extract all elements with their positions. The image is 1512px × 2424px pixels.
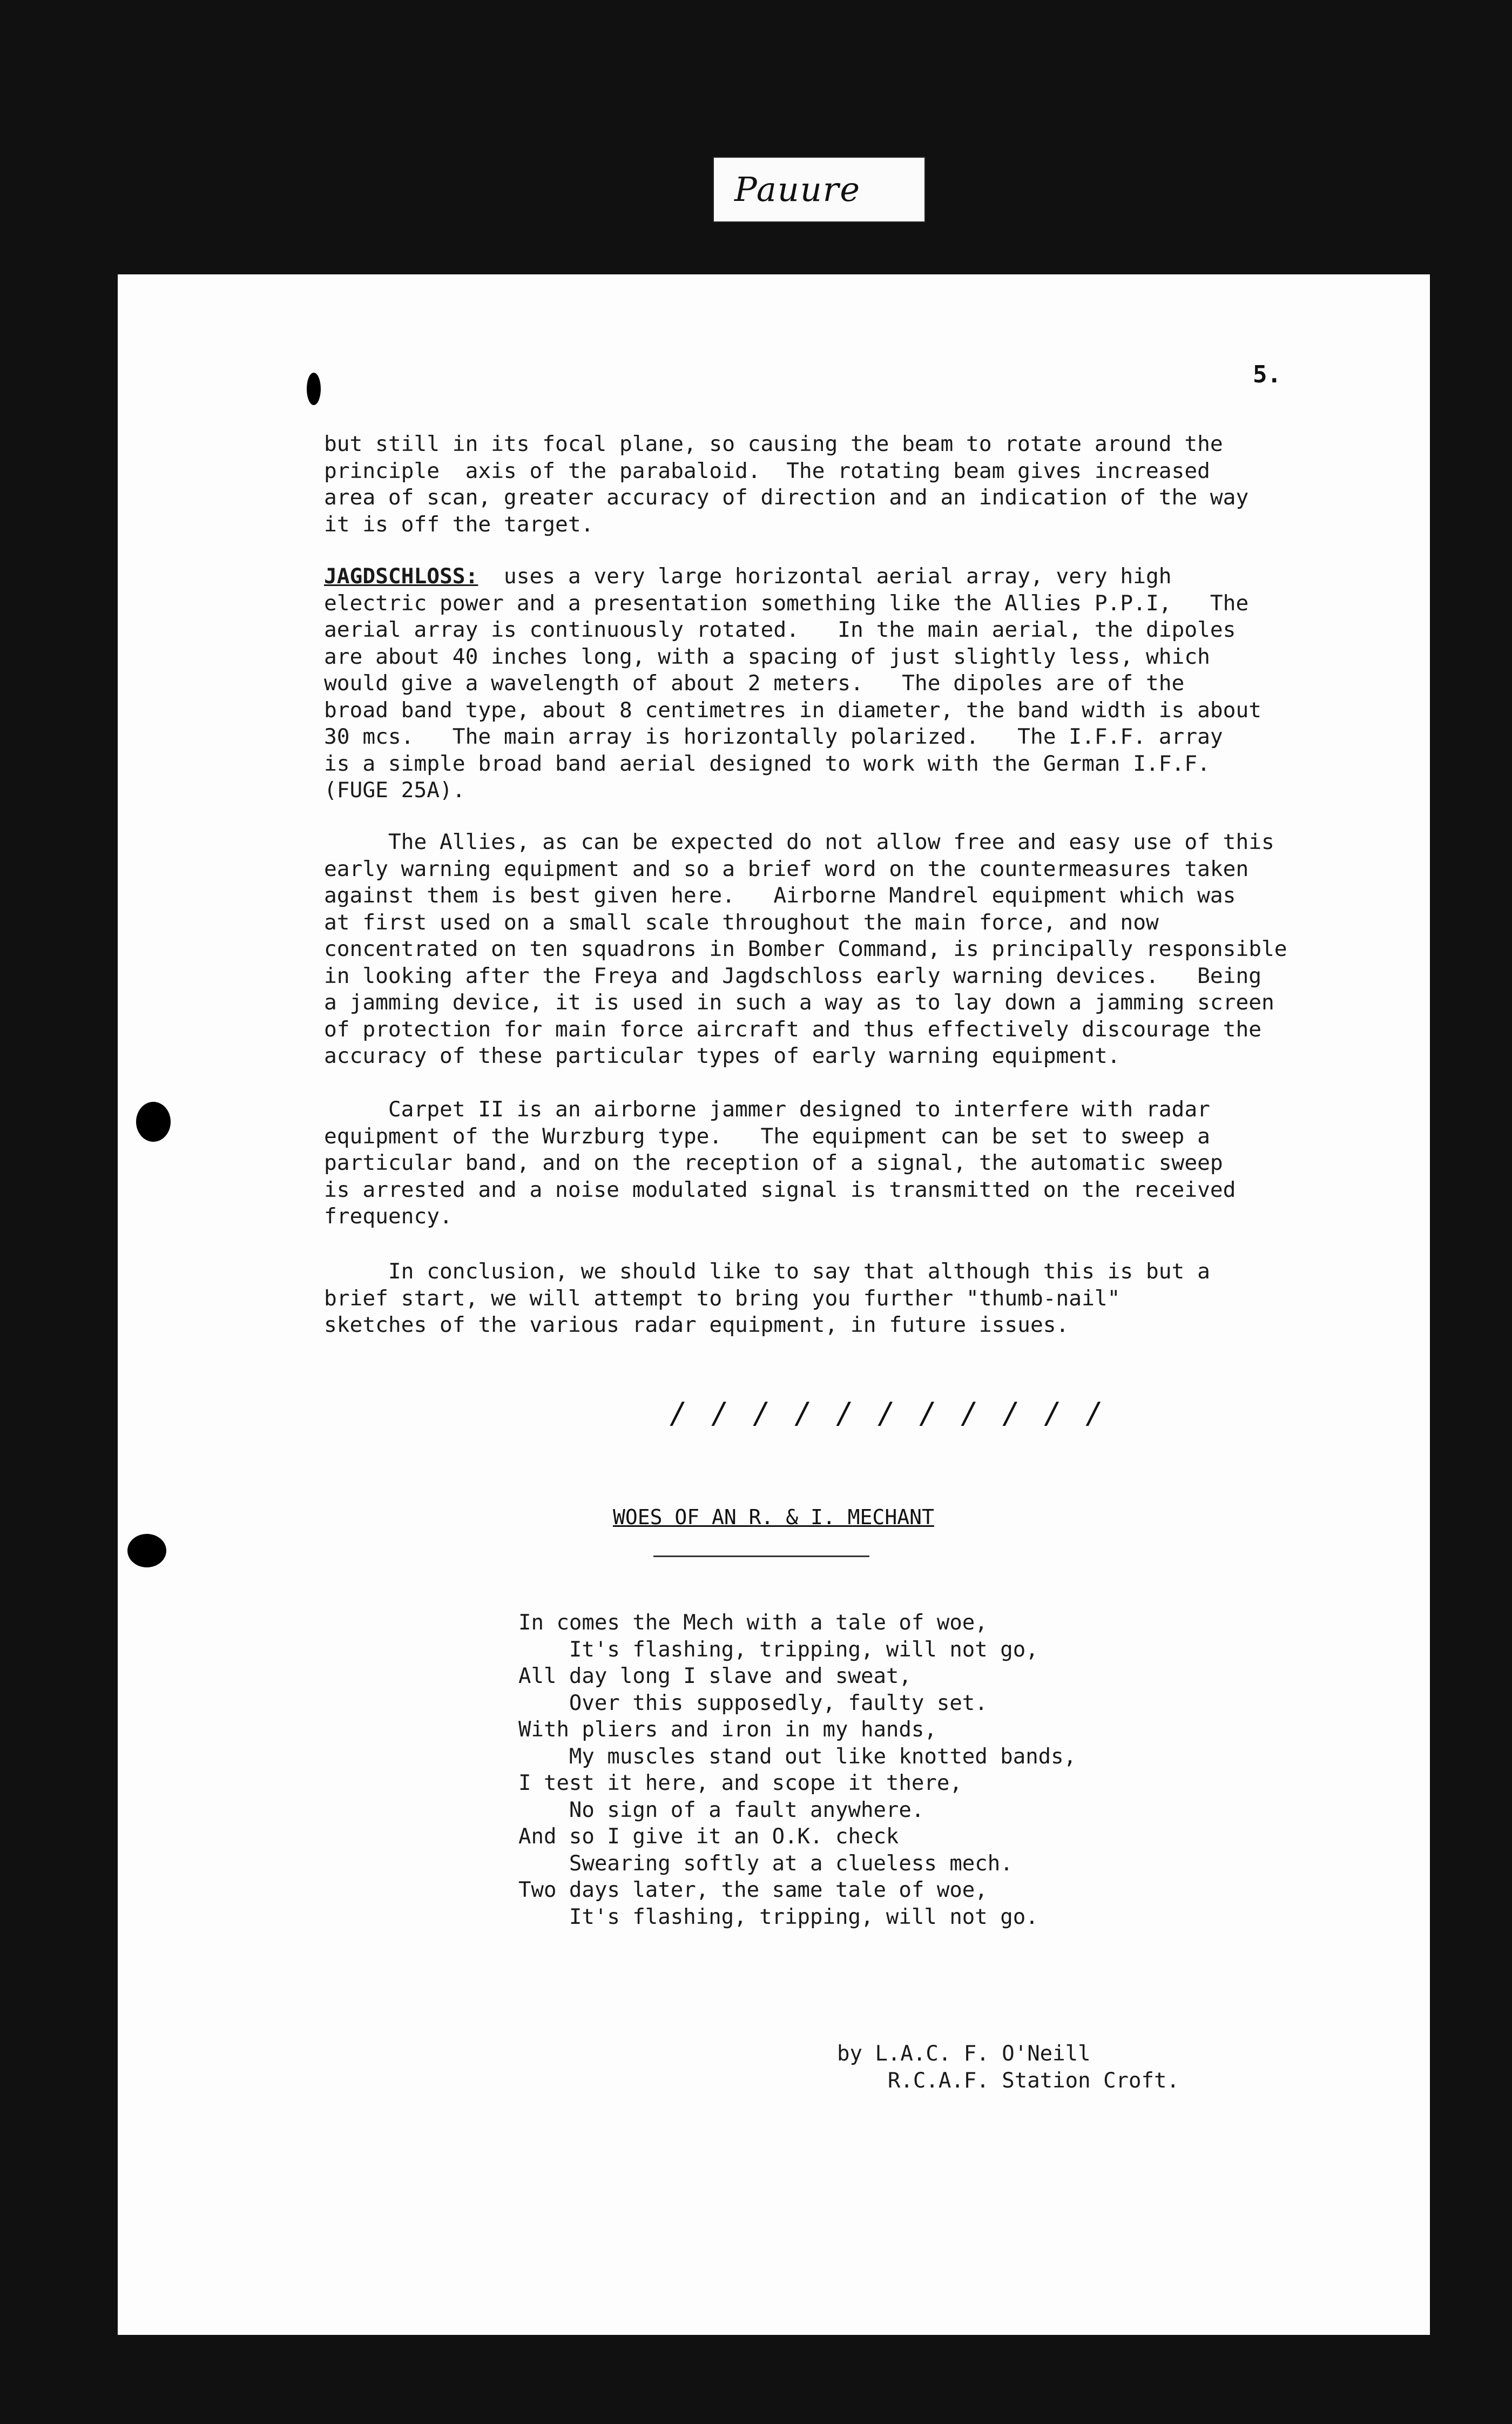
handwritten-tag: Pauure [734,170,861,209]
title-underline [653,1556,869,1557]
paragraph-jagdschloss [324,563,1328,804]
poem-title: WOES OF AN R. & I. MECHANT [613,1505,934,1529]
paragraph-conclusion: In conclusion, we should like to say that although this is but a brief start, we will attempt to bring you further "thumb-nail" sketches of the various radar equipment, in future issues. [324,1259,1210,1337]
ink-blot [307,373,321,405]
binder-hole [136,1102,171,1142]
author-station: R.C.A.F. Station Croft. [837,2069,1179,2093]
paragraph-carpet: Carpet II is an airborne jammer designed to interfere with radar equipment of the Wurzburg type. The equipment can be set to sweep a particular band, and on the reception of a signal, the automatic sweep is arrested and a noise modulated signal is transmitted on the received frequency. [324,1097,1236,1229]
paragraph-countermeasures: The Allies, as can be expected do not allow free and easy use of this early warning equipment and so a brief word on the countermeasures taken against them is best given here. Airborne Mandrel equipment which was at first used on a small scale throughout the main force, and now concentrated on ten squadrons in Bomber Command, is principally responsible in looking after the Freya and Jagdschloss early warning devices. Being a jamming device, it is used in such a way as to lay down a jamming screen of protection for main force aircraft and thus effectively discourage the accuracy of these particular types of early warning equipment. [324,830,1287,1068]
section-divider: / / / / / / / / / / / [670,1396,1106,1430]
page-number: 5. [1253,361,1281,388]
archive-label [713,157,926,223]
paragraph-focal-plane: but still in its focal plane, so causing the beam to rotate around the principle axis of the parabaloid. The rotating beam gives increased area of scan, greater accuracy of direction and an indication of the way it is off the target. [324,432,1249,537]
section-heading-jagdschloss: JAGDSCHLOSS: [324,564,478,589]
author-credit: by L.A.C. F. O'Neill [837,2042,1091,2066]
binder-hole [127,1534,166,1567]
poem-text: In comes the Mech with a tale of woe, It's flashing, tripping, will not go, All day long I slave and sweat, Over this supposedly, faulty set. With pliers and iron in my hands, My muscles stand out like knotted bands, I test it here, and scope it there, No sign of a fault anywhere. And so I give it an O.K. check Swearing softly at a clueless mech. Two days later, the same tale of woe, It's flashing, tripping, will not go. [518,1611,1077,1929]
jagdschloss-body: uses a very large horizontal aerial array, very high electric power and a presentation something like the Allies P.P.I, The aerial array is continuously rotated. In the main aerial, the dipoles are about 40 inches long, with a spacing of just slightly less, which would give a wavelength of about 2 meters. The dipoles are of the broad band type, about 8 centimetres in diameter, the band width is about 30 mcs. The main array is horizontally polarized. The I.F.F. array is a simple broad band aerial designed to work with the German I.F.F. (FUGE 25A). [324,564,1262,803]
